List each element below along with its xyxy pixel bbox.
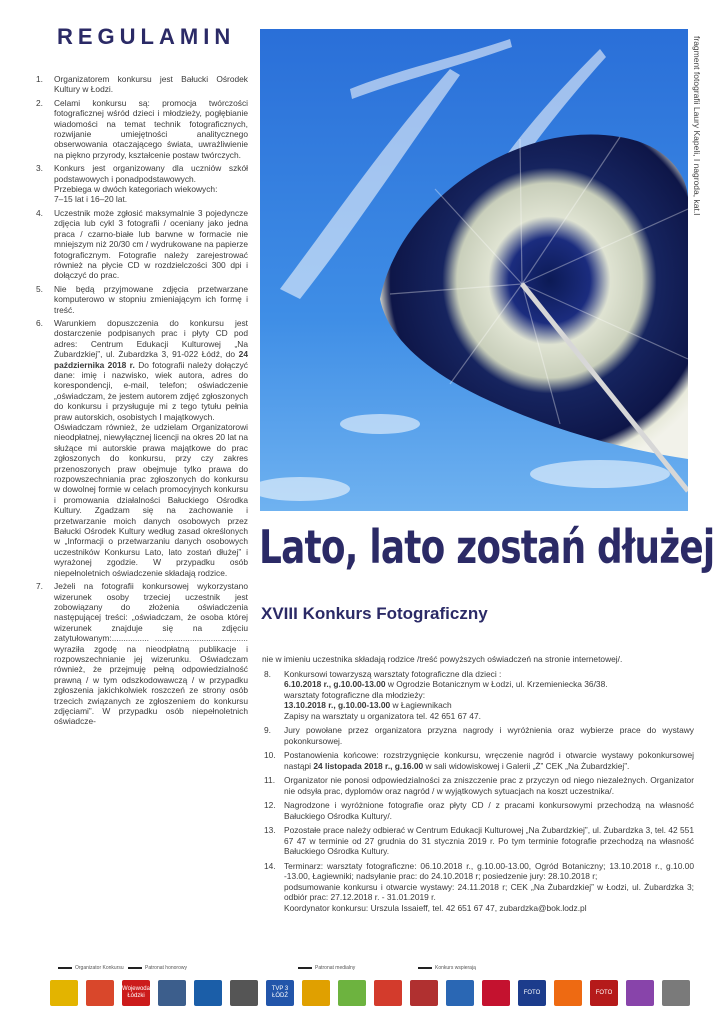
sponsor-logos (50, 980, 710, 1010)
rule-item (34, 98, 248, 160)
rules-left-column (34, 74, 248, 730)
rule-item (262, 825, 694, 857)
rule-line (284, 690, 694, 701)
rule-number: 1. (36, 74, 43, 84)
rule-text: Warunkiem dopuszczenia do konkursu jest dostarczenie podpisanych prac i płyty CD pod adres: Centrum Edukacji Kulturowej „Na Żubardzkiej”, ul. Żubardzka 3, 91-022 Łódź, do (54, 317, 248, 360)
rule-line (284, 861, 694, 882)
rule-number: 9. (264, 725, 271, 735)
logo-18 (662, 980, 690, 1006)
label-bar (418, 967, 432, 969)
logo-11 (410, 980, 438, 1006)
rule-line (284, 800, 694, 821)
rule-text: Nagrodzone i wyróżnione fotografie oraz płyty CD / z pracami konkursowymi przechodzą na własność Bałuckiego Ośrodka Kultury/. (284, 800, 694, 821)
logo-2 (86, 980, 114, 1006)
rule-text: Konkursowi towarzyszą warsztaty fotograficzne dla dzieci : (284, 668, 502, 679)
sponsor-label (418, 965, 476, 971)
photo-credit (690, 36, 704, 236)
rule-line (284, 882, 694, 903)
logo-4 (158, 980, 186, 1006)
rule-text: Uczestnik może zgłosić maksymalnie 3 pojedyncze zdjęcia lub cykl 3 fotografii / oceniany jako jedna praca / czarno-białe lub barwne w formacie nie mniejszym niż 20/30 cm / wydrukowane na papierze fotograficznym. Fotografie należy zarejestrować również na płycie CD w rozdzielczości 300 dpi i dołączyć do prac. (54, 207, 248, 281)
rule-line (284, 775, 694, 796)
rule-item (34, 74, 248, 95)
rule-continuation: nie w imieniu uczestnika składają rodzice /treść powyższych oświadczeń na stronie internetowej/. (262, 654, 623, 664)
rule-text: Koordynator konkursu: Urszula Issaieff, tel. 42 651 67 47, zubardzka@bok.lodz.pl (284, 902, 587, 913)
rule-item (262, 725, 694, 746)
logo-10 (374, 980, 402, 1006)
rule-number: 7. (36, 581, 43, 592)
rule-text: w Łagiewnikach (390, 700, 452, 710)
rule-line (284, 669, 694, 680)
rule-item (262, 750, 694, 771)
sponsor-label-text: Konkurs wspierają (435, 965, 476, 971)
rule-line (284, 679, 694, 690)
logo-5 (194, 980, 222, 1006)
photo-credit-text: fragment fotografii Laury Kapeli, I nagroda, kat.I (692, 36, 702, 216)
rule-number: 13. (264, 825, 276, 835)
rule-text: warsztaty fotograficzne dla młodzieży: (284, 689, 426, 700)
rule-text: Zapisy na warsztaty u organizatora tel. 42 651 67 47. (284, 710, 481, 721)
rule-number: 14. (264, 860, 276, 871)
rule-text: Konkurs jest organizowany dla uczniów szkół podstawowych i ponadpodstawowych. (54, 163, 248, 184)
headline: Lato, lato zostań dłużej (259, 520, 715, 574)
logo-3: Wojewoda Łódzki (122, 980, 150, 1006)
rule-number: 11. (264, 775, 276, 785)
rule-text: Postanowienia końcowe: rozstrzygnięcie konkursu, wręczenie nagród i otwarcie wystawy pokonkursowej nastąpi (284, 750, 694, 771)
rule-item (34, 163, 248, 205)
sponsor-label (298, 965, 355, 971)
rule-item (34, 284, 248, 315)
rule-number: 3. (36, 163, 43, 174)
rule-number: 10. (264, 750, 276, 760)
rule-number: 5. (36, 283, 43, 294)
rule-item (34, 581, 248, 727)
rule-item (262, 861, 694, 914)
rule-text: Pozostałe prace należy odbierać w Centrum Edukacji Kulturowej „Na Żubardzkiej”, ul. Żubardzka 3, tel. 42 551 67 47 w terminie od 27 grudnia do 31 stycznia 2019 r. Po tym terminie fotografie przechodzą na własność Bałuckiego Ośrodka Kultury. (284, 825, 694, 856)
rule-number: 4. (36, 207, 43, 218)
logo-12 (446, 980, 474, 1006)
logo-15 (554, 980, 582, 1006)
label-bar (58, 967, 72, 969)
sponsor-label (128, 965, 187, 971)
logo-9 (338, 980, 366, 1006)
sponsor-label-text: Patronat honorowy (145, 965, 187, 971)
sponsor-label-text: Organizator Konkursu (75, 965, 124, 971)
rules-right-column (262, 654, 694, 917)
rule-date: 13.10.2018 r., g.10.00-13.00 (284, 700, 391, 710)
rule-line (284, 725, 694, 746)
rule-paragraph: Przebiega w dwóch kategoriach wiekowych: (54, 184, 218, 195)
sponsor-labels (58, 965, 698, 975)
rule-text: Nie będą przyjmowane zdjęcia przetwarzane komputerowo w stopniu zmieniającym ich formę i treść. (54, 283, 248, 315)
rule-item (262, 800, 694, 821)
logo-tvp3: TVP 3 ŁÓDŹ (266, 980, 294, 1006)
subtitle: XVIII Konkurs Fotograficzny (261, 604, 488, 623)
label-bar (298, 967, 312, 969)
rule-item (262, 775, 694, 796)
rule-text: Organizator nie ponosi odpowiedzialności za zniszczenie prac z przyczyn od niego niezależnych. Organizator nie odsyła prac, dyplomów oraz nagród / w wyjątkowych sytuacjach na koszt uczestnika/. (284, 775, 694, 796)
rule-text: Organizatorem konkursu jest Bałucki Ośrodek Kultury w Łodzi. (54, 74, 248, 95)
rule-line (284, 903, 694, 914)
logo-16: FOTO (590, 980, 618, 1006)
label-bar (128, 967, 142, 969)
rule-date: 24 października 2018 r. (54, 349, 248, 370)
logo-17 (626, 980, 654, 1006)
page-title: REGULAMIN (57, 24, 236, 49)
rule-text: Celami konkursu są: promocja twórczości fotograficznej wśród dzieci i młodzieży, pogłębianie wiadomości na temat technik fotograficznych, rozwijanie umiejętności analitycznego obserwowania otaczającego świata, uwrażliwienie na piękno przyrody, kształcenie postaw twórczych. (54, 97, 248, 160)
rule-text: Terminarz: warsztaty fotograficzne: 06.10.2018 r., g.10.00-13.00, Ogród Botaniczny; 13.10.2018 r., g.10.00 -13.00, Łagiewniki; nadsyłanie prac: do 24.10.2018 r; posiedzenie jury: 28.10.2018 r; (284, 860, 694, 881)
rule-line (284, 711, 694, 722)
rule-item (34, 208, 248, 281)
sponsor-label-text: Patronat medialny (315, 965, 356, 971)
rule-text: podsumowanie konkursu i otwarcie wystawy: 24.11.2018 r; CEK „Na Żubardzkiej” w Łodzi, ul. Żubardzka 3; odbiór prac: 27.12.2018 r. - 31.01.2019 r. (284, 881, 694, 902)
rule-line (284, 825, 694, 857)
rule-line (284, 750, 694, 771)
rule-paragraph: 7–15 lat i 16–20 lat. (54, 194, 128, 205)
rule-number: 2. (36, 97, 43, 108)
logo-13 (482, 980, 510, 1006)
rule-number: 6. (36, 317, 43, 328)
rule-date: 6.10.2018 r., g.10.00-13.00 (284, 679, 386, 689)
rule-paragraph: Oświadczam również, że udzielam Organizatorowi nieodpłatnej, niewyłącznej licencji na okres 20 lat na służące mi autorskie prawa majątkowe do prac zgłoszonych do konkursu, przy czy zakres przenoszonych praw obejmuje tylko prawa do rozpowszechniania prac zgłoszonych do konkursu w dowolnej formie w celach promocyjnych konkursu i promowania działalności Bałuckiego Ośrodka Kultury. Zgadzam się na zachowanie i przetwarzanie moich danych osobowych przez Bałucki Ośrodek Kultury według zasad określonych w „Informacji o przetwarzaniu danych osobowych uczestników Konkursu Lato, lato zostań dłużej” i wyrażonej zgodzie. W przypadku osób niepełnoletnich oświadczenie składają rodzice. (54, 422, 248, 578)
rule-text: Do fotografii należy dołączyć dane: imię i nazwisko, wiek autora, adres do korespondencji, e-mail, telefon; oświadczenie „oświadczam, że jestem autorem zdjęć zgłoszonych do konkursu i przysługuje mi z tego tytułu pełnia praw autorskich, osobistych I majątkowych. (54, 359, 248, 422)
rule-text: w sali widowiskowej i Galerii „Ż” CEK „Na Żubardzkiej”. (423, 760, 630, 771)
logo-6 (230, 980, 258, 1006)
rule-text: Jury powołane przez organizatora przyzna nagrody i wyróżnienia oraz wybierze prace do wystawy pokonkursowej. (284, 725, 694, 746)
logo-8 (302, 980, 330, 1006)
umbrella-photo (260, 29, 688, 511)
rule-date: 24 listopada 2018 r., g.16.00 (313, 760, 424, 771)
rule-text: Jeżeli na fotografii konkursowej wykorzystano wizerunek osoby trzeciej uczestnik jest zobowiązany do złożenia oświadczenia następującej treści: „oświadczam, że osoba której wizerunek znajduje się na zdjęciu zatytułowanym:................ ........................................ wyraziła zgodę na nieodpłatną publikacje i rozpowszechnianie jej wizerunku. Oświadczam również, że przejmuję pełną odpowiedzialność prawną / w tym odszkodowawczą / w przypadku zgłoszenia jakichkolwiek roszczeń ze strony osób trzecich związanych ze zgłoszeniem do konkursu zdjęciami”. W przypadku osób niepełnoletnich oświadcze- (54, 581, 248, 727)
rule-number: 8. (264, 668, 271, 679)
umbrella-image (260, 29, 688, 511)
logo-1 (50, 980, 78, 1006)
rule-line (284, 700, 694, 711)
logo-foto: FOTO (518, 980, 546, 1006)
sponsor-label (58, 965, 124, 971)
rule-number: 12. (264, 800, 276, 810)
rule-text: w Ogrodzie Botanicznym w Łodzi, ul. Krzemieniecka 36/38. (385, 679, 608, 689)
rule-item (34, 318, 248, 578)
rule-item (262, 669, 694, 722)
